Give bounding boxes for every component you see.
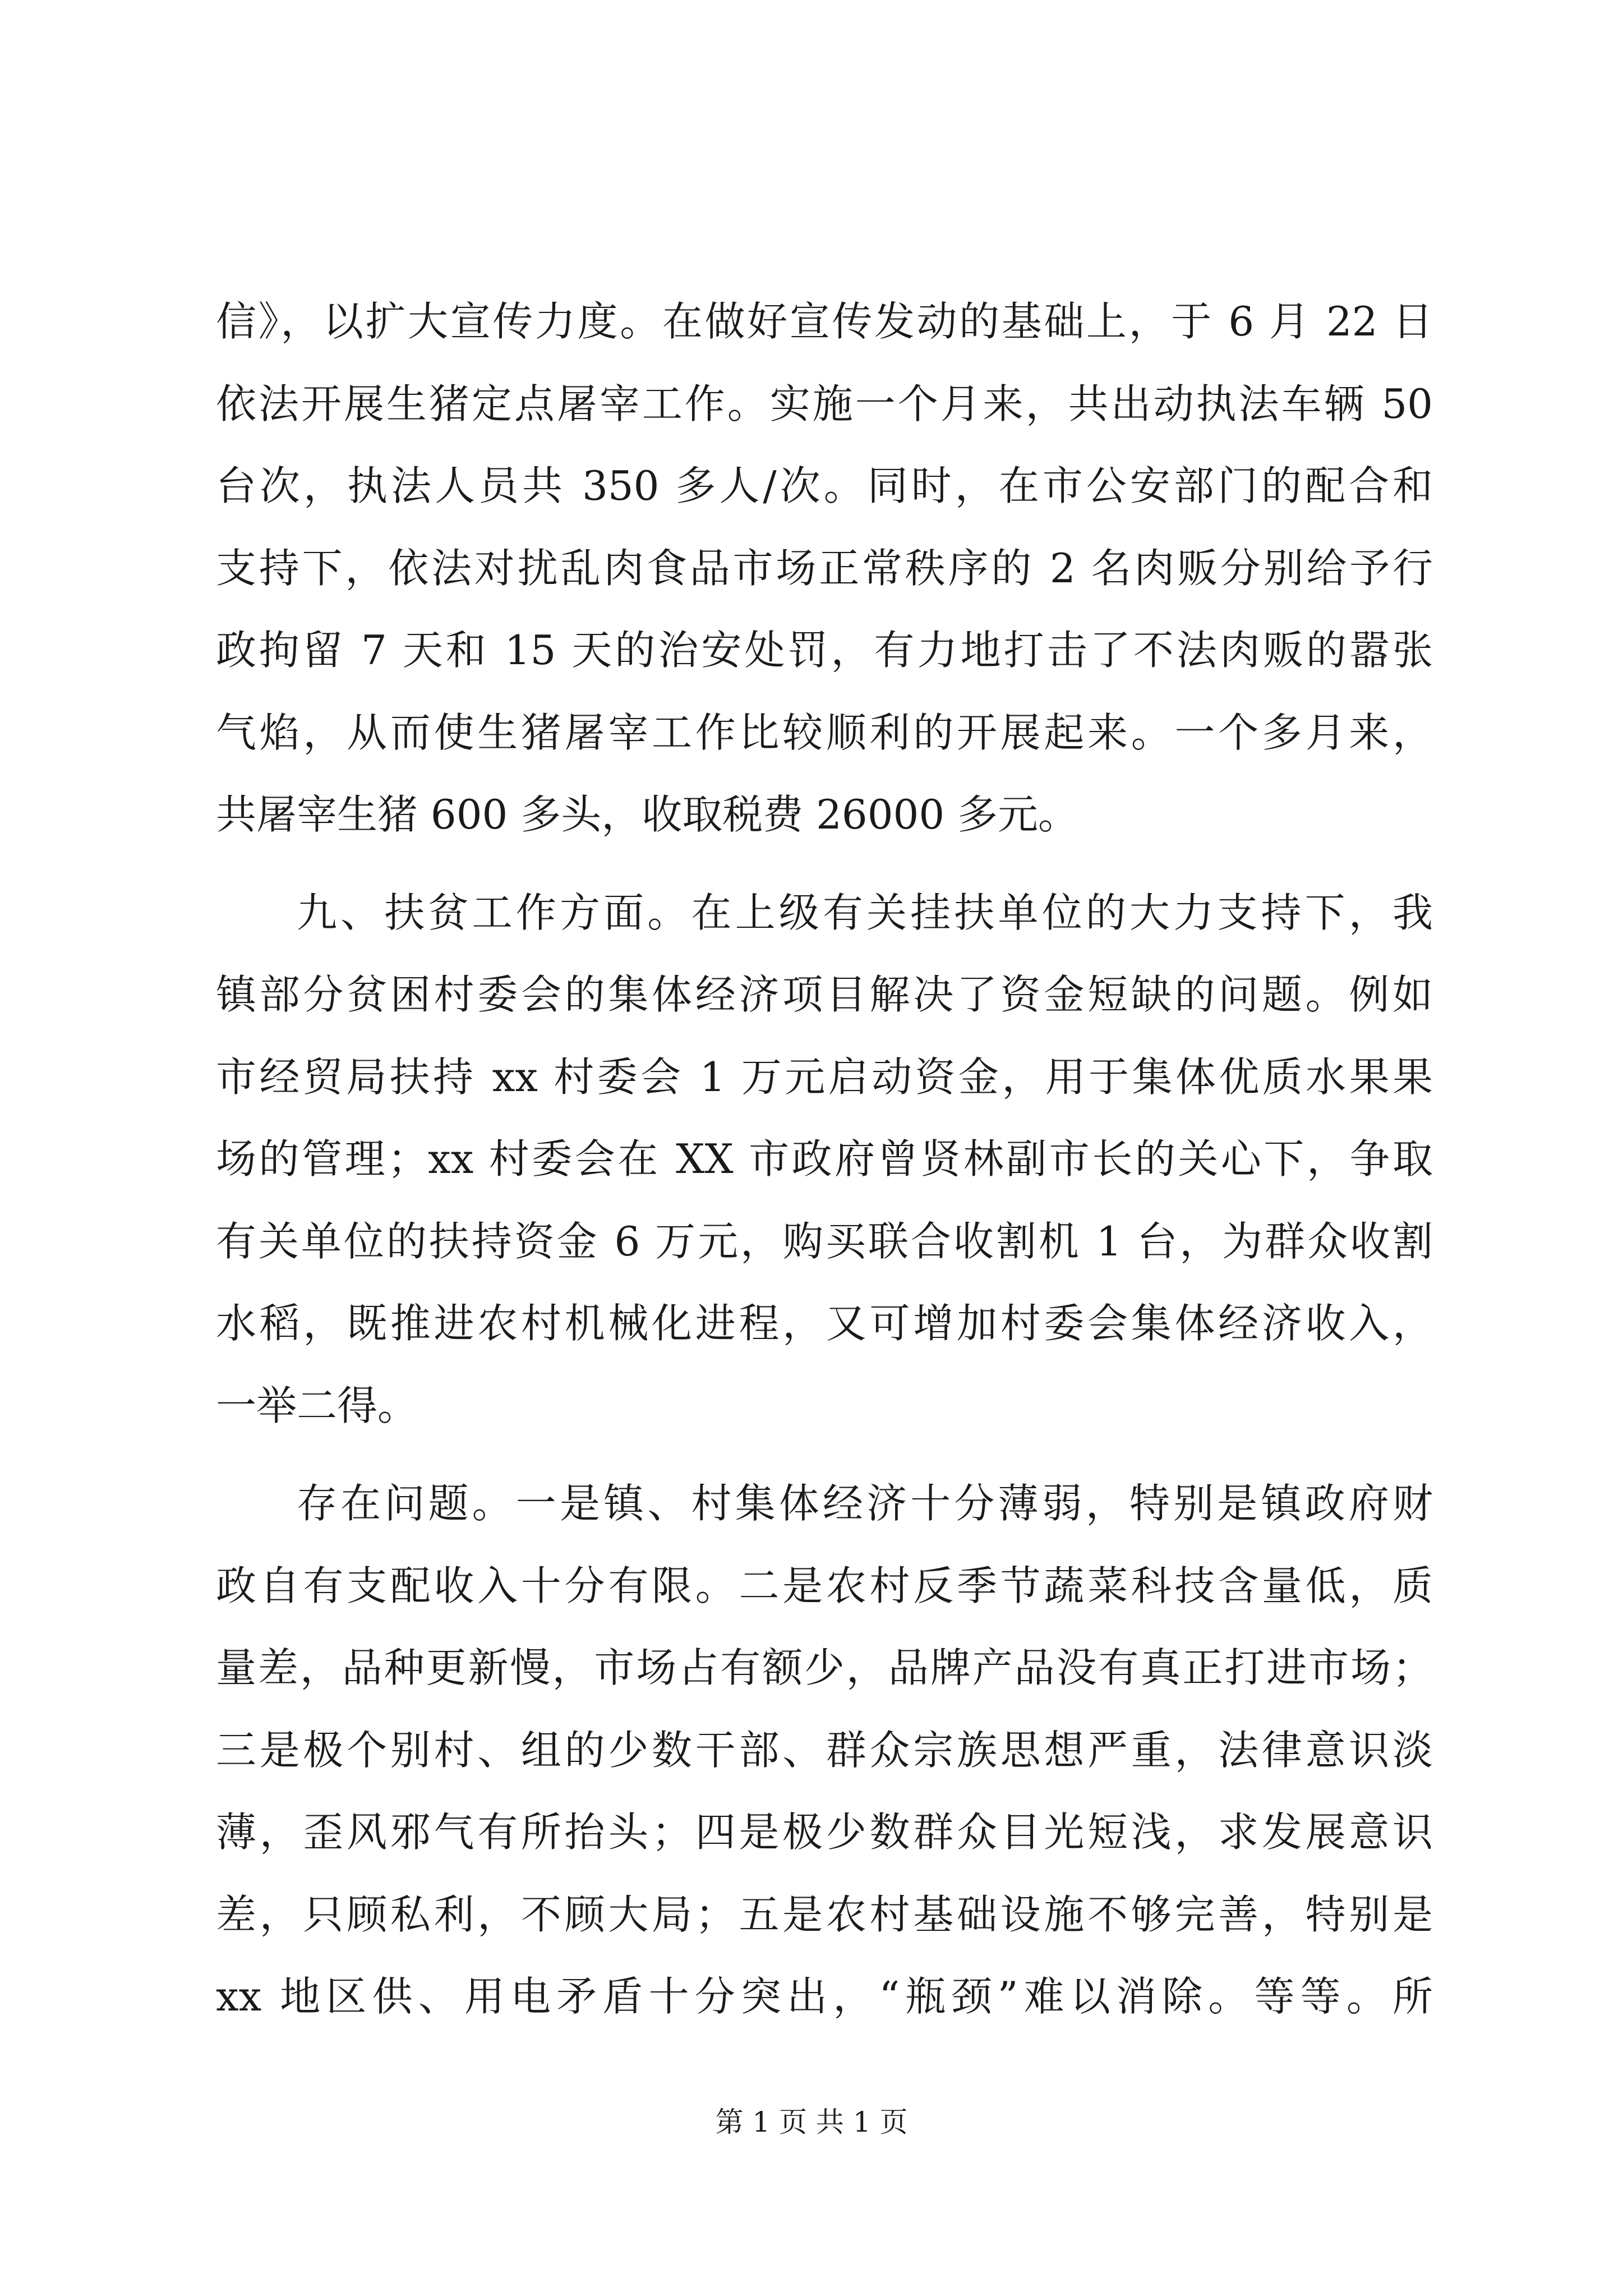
text-line: 九、扶贫工作方面。在上级有关挂扶单位的大力支持下，我 xyxy=(297,889,1433,936)
text-line: 台次，执法人员共 350 多人/次。同时，在市公安部门的配合和 xyxy=(216,462,1433,509)
text-line: 水稻，既推进农村机械化进程，又可增加村委会集体经济收入， xyxy=(216,1300,1433,1347)
text-line: 镇部分贫困村委会的集体经济项目解决了资金短缺的问题。例如 xyxy=(216,971,1433,1018)
page-number: 第 1 页 共 1 页 xyxy=(715,2106,908,2138)
text-line: 政拘留 7 天和 15 天的治安处罚，有力地打击了不法肉贩的嚣张 xyxy=(216,627,1433,674)
text-line: 一举二得。 xyxy=(216,1382,418,1429)
paragraph-spacer xyxy=(216,1447,1433,1462)
text-line: 存在问题。一是镇、村集体经济十分薄弱，特别是镇政府财 xyxy=(297,1480,1433,1527)
text-line: xx 地区供、用电矛盾十分突出，“瓶颈”难以消除。等等。所 xyxy=(216,1973,1433,2020)
text-line: 信》，以扩大宣传力度。在做好宣传发动的基础上，于 6 月 22 日 xyxy=(216,298,1433,345)
text-line: 支持下，依法对扰乱肉食品市场正常秩序的 2 名肉贩分别给予行 xyxy=(216,544,1433,592)
text-line: 依法开展生猪定点屠宰工作。实施一个月来，共出动执法车辆 50 xyxy=(216,380,1433,427)
text-line: 有关单位的扶持资金 6 万元，购买联合收割机 1 台，为群众收割 xyxy=(216,1217,1433,1265)
document-body xyxy=(216,280,1433,2038)
paragraph-existing-problems xyxy=(216,1462,1433,2038)
text-line: 政自有支配收入十分有限。二是农村反季节蔬菜科技含量低，质 xyxy=(216,1562,1433,1609)
text-line: 市经贸局扶持 xx 村委会 1 万元启动资金，用于集体优质水果果 xyxy=(216,1053,1433,1101)
paragraph-pig-slaughter xyxy=(216,280,1433,856)
text-line: 差，只顾私利，不顾大局；五是农村基础设施不够完善，特别是 xyxy=(216,1890,1433,1938)
page-footer xyxy=(0,2102,1623,2142)
text-line: 共屠宰生猪 600 多头，收取税费 26000 多元。 xyxy=(216,791,1079,838)
paragraph-spacer xyxy=(216,856,1433,872)
text-line: 气焰，从而使生猪屠宰工作比较顺利的开展起来。一个多月来， xyxy=(216,708,1433,756)
text-line: 量差，品种更新慢，市场占有额少，品牌产品没有真正打进市场； xyxy=(216,1644,1433,1691)
text-line: 薄，歪风邪气有所抬头；四是极少数群众目光短浅，求发展意识 xyxy=(216,1809,1433,1856)
paragraph-poverty-relief xyxy=(216,872,1433,1447)
text-line: 场的管理；xx 村委会在 XX 市政府曾贤林副市长的关心下，争取 xyxy=(216,1135,1433,1182)
text-line: 三是极个别村、组的少数干部、群众宗族思想严重，法律意识淡 xyxy=(216,1726,1433,1774)
